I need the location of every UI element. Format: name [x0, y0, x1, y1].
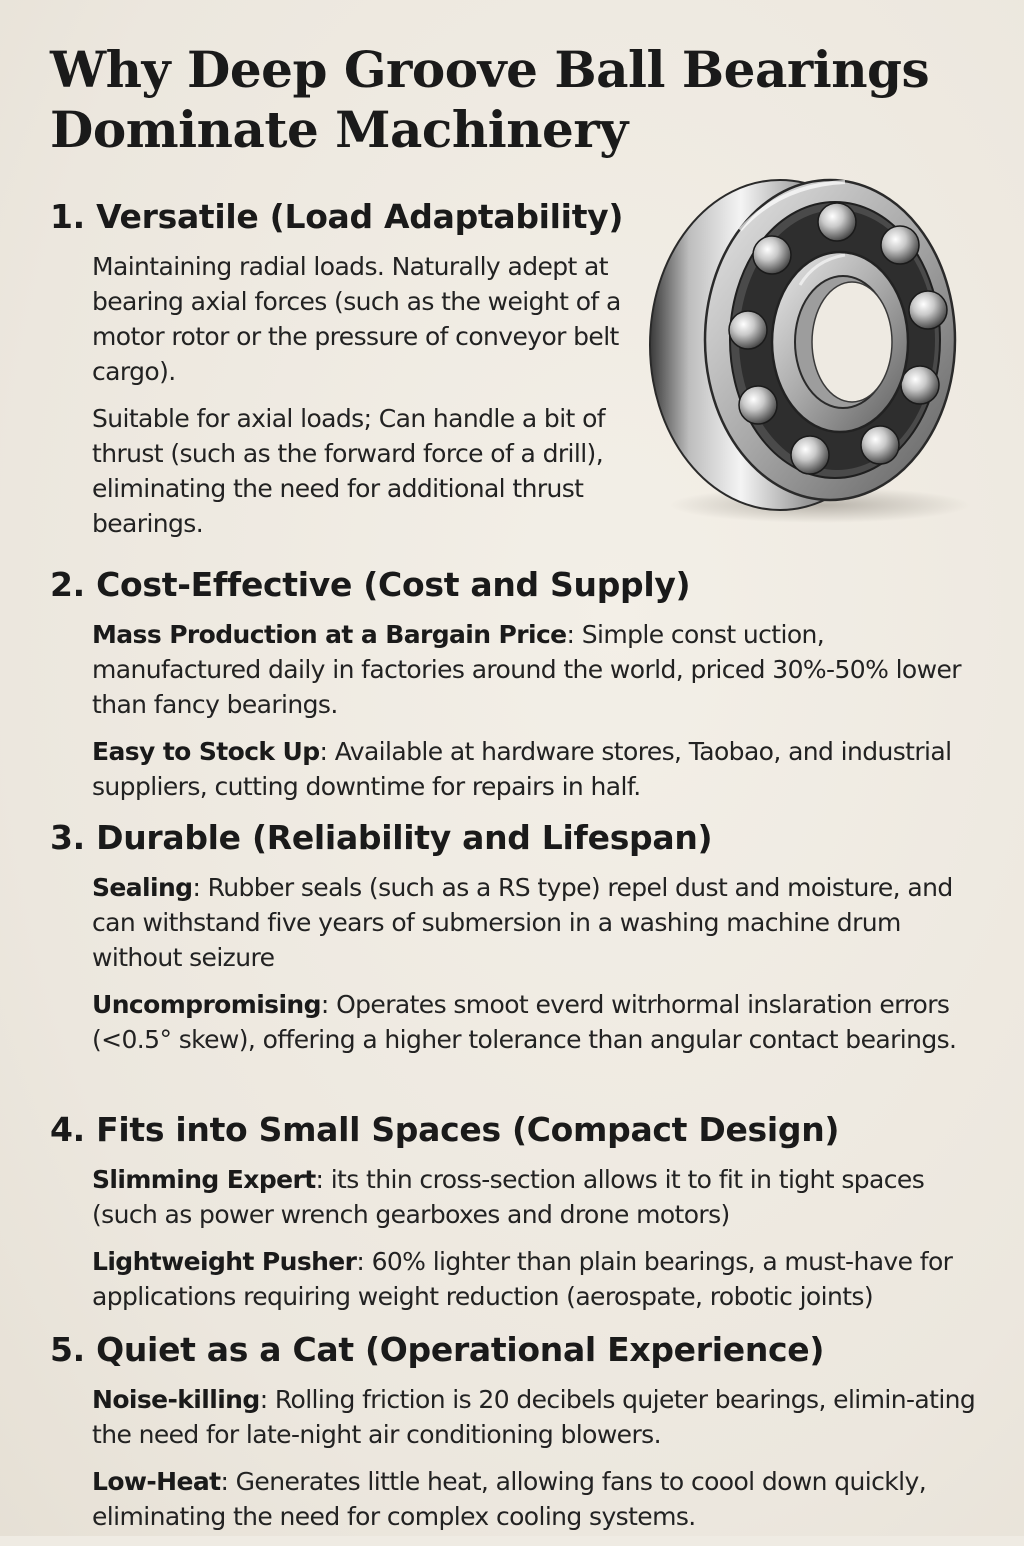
- section-paragraph: [92, 401, 622, 541]
- paragraph-lead: Easy to Stock Up: [92, 737, 320, 766]
- section-title: Cost-Effective (Cost and Supply): [96, 565, 691, 604]
- section-4: [50, 1110, 990, 1326]
- section-paragraph: [92, 1382, 990, 1452]
- paragraph-lead: Mass Production at a Bargain Price: [92, 620, 567, 649]
- section-number: 3.: [50, 818, 85, 857]
- title-line-1: Why Deep Groove Ball Bearings: [50, 40, 930, 99]
- section-heading: [50, 565, 990, 605]
- section-number: 5.: [50, 1330, 85, 1369]
- section-number: 1.: [50, 197, 85, 236]
- paragraph-text: : Rubber seals (such as a RS type) repel dust and moisture, and can withstand five years of submersion in a washing machine drum without seizure: [92, 873, 953, 972]
- section-paragraph: [92, 1244, 990, 1314]
- paragraph-text: : Operates smoot everd witrhormal inslaration errors (<0.5° skew), offering a higher tolerance than angular contact bearings.: [92, 990, 957, 1054]
- paragraph-text: : Simple const uction, manufactured daily in factories around the world, priced 30%-50% lower than fancy bearings.: [92, 620, 961, 719]
- section-number: 2.: [50, 565, 85, 604]
- section-3: [50, 818, 990, 1069]
- section-paragraph: [92, 870, 990, 975]
- paragraph-lead: Slimming Expert: [92, 1165, 316, 1194]
- paragraph-text: : 60% lighter than plain bearings, a must-have for applications requiring weight reduction (aerospate, robotic joints): [92, 1247, 953, 1311]
- section-2: [50, 565, 990, 816]
- paragraph-text: : Generates little heat, allowing fans to coool down quickly, eliminating the need for complex cooling systems.: [92, 1467, 927, 1531]
- section-paragraph: [92, 617, 990, 722]
- section-title: Versatile (Load Adaptability): [96, 197, 624, 236]
- section-number: 4.: [50, 1110, 85, 1149]
- section-paragraph: [92, 1464, 990, 1534]
- paragraph-text: Maintaining radial loads. Naturally adept at bearing axial forces (such as the weight of a motor rotor or the pressure of conveyor belt cargo).: [92, 252, 621, 386]
- section-heading: [50, 1110, 990, 1150]
- section-paragraph: [92, 249, 622, 389]
- section-heading: [50, 818, 990, 858]
- section-heading: [50, 1330, 990, 1370]
- section-heading: [50, 197, 990, 237]
- paragraph-lead: Lightweight Pusher: [92, 1247, 357, 1276]
- section-5: [50, 1330, 990, 1546]
- paragraph-lead: Low-Heat: [92, 1467, 221, 1496]
- paragraph-lead: Noise-killing: [92, 1385, 260, 1414]
- section-paragraph: [92, 1162, 990, 1232]
- section-paragraph: [92, 734, 990, 804]
- section-title: Fits into Small Spaces (Compact Design): [96, 1110, 840, 1149]
- section-paragraph: [92, 987, 990, 1057]
- paragraph-text: : Rolling friction is 20 decibels qujeter bearings, elimin-ating the need for late-night air conditioning blowers.: [92, 1385, 976, 1449]
- section-title: Durable (Reliability and Lifespan): [96, 818, 713, 857]
- title-line-2: Dominate Machinery: [50, 100, 628, 159]
- section-title: Quiet as a Cat (Operational Experience): [96, 1330, 825, 1369]
- paragraph-lead: Uncompromising: [92, 990, 321, 1019]
- paragraph-lead: Sealing: [92, 873, 193, 902]
- paragraph-text: : Available at hardware stores, Taobao, and industrial suppliers, cutting downtime for repairs in half.: [92, 737, 952, 801]
- page-title: [50, 40, 970, 160]
- paragraph-text: : its thin cross-section allows it to fit in tight spaces (such as power wrench gearboxes and drone motors): [92, 1165, 925, 1229]
- section-1: [50, 197, 990, 553]
- paragraph-text: Suitable for axial loads; Can handle a bit of thrust (such as the forward force of a drill), eliminating the need for additional thrust bearings.: [92, 404, 605, 538]
